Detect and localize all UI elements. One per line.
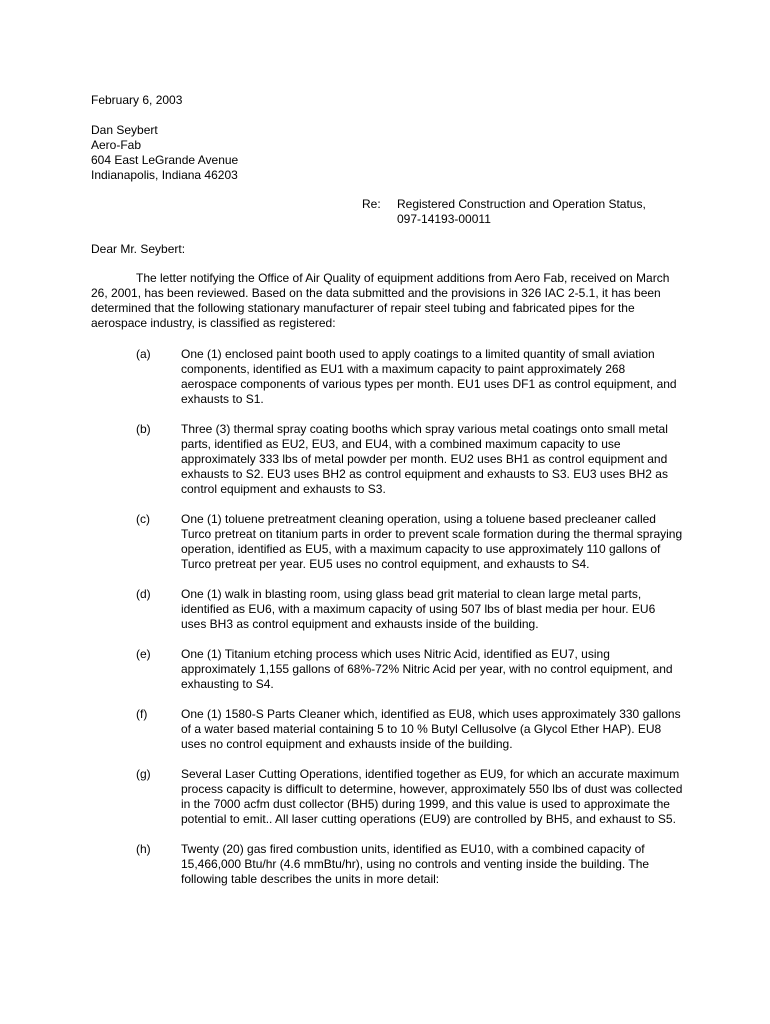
list-item [91, 707, 683, 752]
item-text: One (1) 1580-S Parts Cleaner which, identified as EU8, which uses approximately 330 gallons of a water based material containing 5 to 10 % Butyl Cellusolve (a Glycol Ether HAP). EU8 uses no control equipment and exhausts inside of the building. [181, 707, 681, 751]
re-line-2: 097-14193-00011 [397, 212, 491, 226]
recipient-city: Indianapolis, Indiana 46203 [91, 168, 238, 182]
item-letter: (d) [136, 587, 151, 601]
item-letter: (f) [136, 707, 148, 721]
list-item [91, 767, 683, 827]
list-item [91, 422, 683, 497]
recipient-address [91, 123, 238, 183]
item-text: Twenty (20) gas fired combustion units, identified as EU10, with a combined capacity of 15,466,000 Btu/hr (4.6 mmBtu/hr), using no controls and venting inside the building. The following table describes the units in more detail: [181, 842, 650, 886]
recipient-street: 604 East LeGrande Avenue [91, 153, 239, 167]
list-item [91, 512, 683, 572]
equipment-list [91, 347, 683, 902]
item-text: One (1) enclosed paint booth used to apply coatings to a limited quantity of small aviation components, identified as EU1 with a maximum capacity to paint approximately 268 aerospace components of various types per month. EU1 uses DF1 as control equipment, and exhausts to S1. [181, 347, 677, 406]
re-label: Re: [362, 197, 381, 211]
item-text: Three (3) thermal spray coating booths which spray various metal coatings onto small metal parts, identified as EU2, EU3, and EU4, with a combined maximum capacity to use approximately 333 lbs of metal powder per month. EU2 uses BH1 as control equipment and exhausts to S2. EU3 uses BH2 as control equipment and exhausts to S3. EU3 uses BH2 as control equipment and exhausts to S3. [181, 422, 668, 496]
list-item [91, 347, 683, 407]
item-text: One (1) toluene pretreatment cleaning operation, using a toluene based precleaner called Turco pretreat on titanium parts in order to prevent scale formation during the thermal spraying operation, identified as EU5, with a maximum capacity to use approximately 110 gallons of Turco pretreat per year. EU5 uses no control equipment, and exhausts to S4. [181, 512, 683, 571]
recipient-company: Aero-Fab [91, 138, 142, 152]
letter-date: February 6, 2003 [91, 93, 183, 107]
item-text: One (1) walk in blasting room, using glass bead grit material to clean large metal parts, identified as EU6, with a maximum capacity of using 507 lbs of blast media per hour. EU6 uses BH3 as control equipment and exhausts inside of the building. [181, 587, 656, 631]
re-text [397, 197, 687, 227]
item-letter: (c) [136, 512, 150, 526]
list-item [91, 842, 683, 887]
item-text: Several Laser Cutting Operations, identified together as EU9, for which an accurate maximum process capacity is difficult to determine, however, approximately 550 lbs of dust was collected in the 7000 acfm dust collector (BH5) during 1999, and this value is used to approximate the potential to emit.. All laser cutting operations (EU9) are controlled by BH5, and exhaust to S5. [181, 767, 683, 826]
item-text: One (1) Titanium etching process which uses Nitric Acid, identified as EU7, using approximately 1,155 gallons of 68%-72% Nitric Acid per year, with no control equipment, and exhausting to S4. [181, 647, 673, 691]
item-letter: (e) [136, 647, 151, 661]
item-letter: (g) [136, 767, 151, 781]
list-item [91, 587, 683, 632]
recipient-name: Dan Seybert [91, 123, 158, 137]
intro-paragraph: The letter notifying the Office of Air Quality of equipment additions from Aero Fab, received on March 26, 2001, has been reviewed. Based on the data submitted and the provisions in 326 IAC 2-5.1, it has been determined that the following stationary manufacturer of repair steel tubing and fabricated pipes for the aerospace industry, is classified as registered: [91, 271, 670, 330]
item-letter: (b) [136, 422, 151, 436]
list-item [91, 647, 683, 692]
re-line-1: Registered Construction and Operation Status, [397, 197, 646, 211]
item-letter: (a) [136, 347, 151, 361]
item-letter: (h) [136, 842, 151, 856]
salutation: Dear Mr. Seybert: [91, 242, 186, 256]
